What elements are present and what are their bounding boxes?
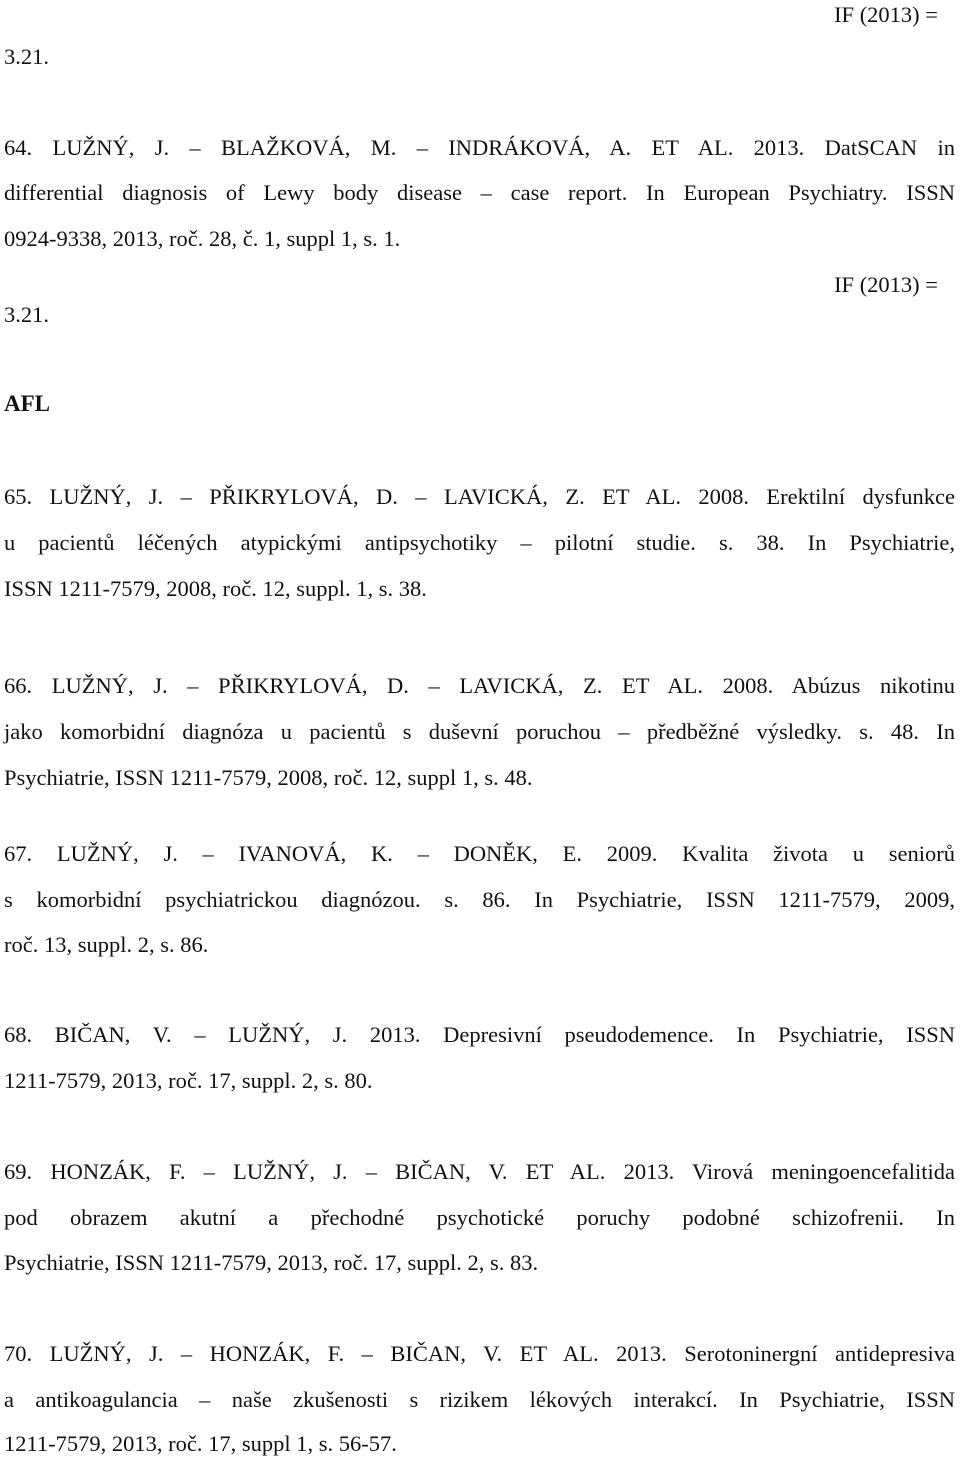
reference-68-line-2: 1211-7579, 2013, roč. 17, suppl. 2, s. 80. — [4, 1068, 373, 1093]
reference-65-line-3: ISSN 1211-7579, 2008, roč. 12, suppl. 1, s. 38. — [4, 576, 427, 601]
reference-65-line-2: u pacientů léčených atypickými antipsychotiky – pilotní studie. s. 38. In Psychiatrie, — [4, 530, 955, 555]
reference-69-line-1: 69. HONZÁK, F. – LUŽNÝ, J. – BIČAN, V. ET AL. 2013. Virová meningoencefalitida — [4, 1159, 955, 1184]
reference-65-line-1: 65. LUŽNÝ, J. – PŘIKRYLOVÁ, D. – LAVICKÁ, Z. ET AL. 2008. Erektilní dysfunkce — [4, 484, 955, 509]
impact-factor-label: IF (2013) = — [834, 272, 938, 297]
reference-69-line-3: Psychiatrie, ISSN 1211-7579, 2013, roč. 17, suppl. 2, s. 83. — [4, 1250, 539, 1275]
reference-64-line-1: 64. LUŽNÝ, J. – BLAŽKOVÁ, M. – INDRÁKOVÁ, A. ET AL. 2013. DatSCAN in — [4, 135, 955, 160]
reference-67-line-1: 67. LUŽNÝ, J. – IVANOVÁ, K. – DONĚK, E. 2009. Kvalita života u seniorů — [4, 841, 955, 866]
section-heading-afl: AFL — [4, 391, 50, 416]
reference-70-line-1: 70. LUŽNÝ, J. – HONZÁK, F. – BIČAN, V. ET AL. 2013. Serotoninergní antidepresiva — [4, 1341, 955, 1366]
impact-factor-value: 3.21. — [4, 302, 49, 327]
reference-67-line-2: s komorbidní psychiatrickou diagnózou. s. 86. In Psychiatrie, ISSN 1211-7579, 2009, — [4, 887, 955, 912]
reference-70-line-2: a antikoagulancia – naše zkušenosti s rizikem lékových interakcí. In Psychiatrie, ISSN — [4, 1387, 955, 1412]
impact-factor-value: 3.21. — [4, 44, 49, 69]
reference-66-line-1: 66. LUŽNÝ, J. – PŘIKRYLOVÁ, D. – LAVICKÁ, Z. ET AL. 2008. Abúzus nikotinu — [4, 673, 955, 698]
reference-67-line-3: roč. 13, suppl. 2, s. 86. — [4, 932, 209, 957]
reference-68-line-1: 68. BIČAN, V. – LUŽNÝ, J. 2013. Depresivní pseudodemence. In Psychiatrie, ISSN — [4, 1022, 955, 1047]
impact-factor-label: IF (2013) = — [834, 2, 938, 27]
reference-69-line-2: pod obrazem akutní a přechodné psychotické poruchy podobné schizofrenii. In — [4, 1205, 955, 1230]
reference-66-line-2: jako komorbidní diagnóza u pacientů s duševní poruchou – předběžné výsledky. s. 48. In — [4, 719, 955, 744]
reference-70-line-3: 1211-7579, 2013, roč. 17, suppl 1, s. 56-57. — [4, 1431, 397, 1456]
reference-64-line-3: 0924-9338, 2013, roč. 28, č. 1, suppl 1, s. 1. — [4, 226, 401, 251]
reference-64-line-2: differential diagnosis of Lewy body disease – case report. In European Psychiatry. ISSN — [4, 180, 955, 205]
reference-66-line-3: Psychiatrie, ISSN 1211-7579, 2008, roč. 12, suppl 1, s. 48. — [4, 765, 533, 790]
